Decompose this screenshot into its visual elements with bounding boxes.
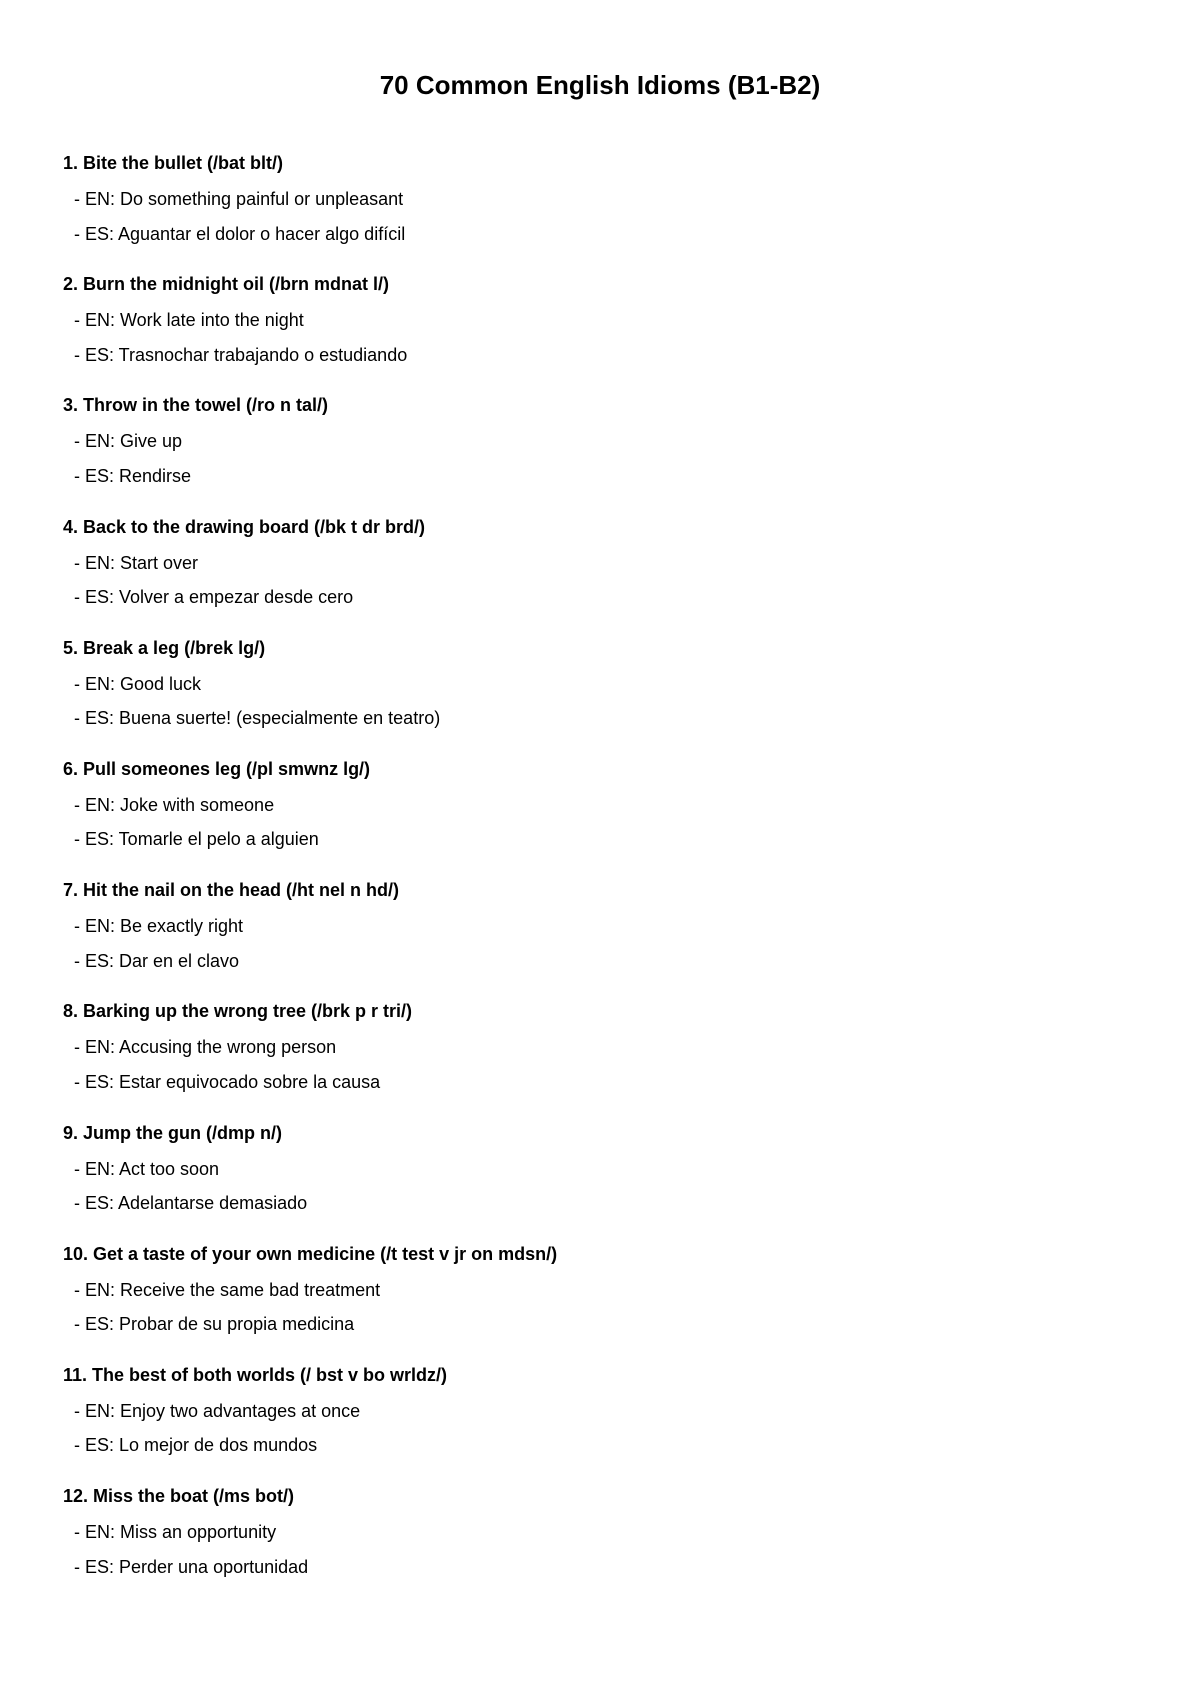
idiom-item (63, 878, 1143, 999)
idiom-item (63, 515, 1143, 636)
english-meaning: - EN: Joke with someone (74, 794, 275, 815)
idiom-item (63, 1121, 1143, 1242)
spanish-meaning: - ES: Volver a empezar desde cero (74, 587, 354, 608)
english-meaning: - EN: Enjoy two advantages at once (74, 1400, 361, 1421)
english-meaning: - EN: Act too soon (74, 1158, 220, 1179)
english-meaning: - EN: Give up (74, 431, 183, 452)
spanish-meaning: - ES: Estar equivocado sobre la causa (74, 1071, 381, 1092)
idiom-item (63, 999, 1143, 1120)
idiom-heading: 11. The best of both worlds (/ bst v bo wrldz/) (63, 1364, 448, 1385)
spanish-meaning: - ES: Dar en el clavo (74, 950, 240, 971)
idiom-heading: 6. Pull someones leg (/pl smwnz lg/) (63, 758, 371, 779)
spanish-meaning: - ES: Buena suerte! (especialmente en teatro) (74, 708, 441, 729)
english-meaning: - EN: Work late into the night (74, 310, 304, 331)
idiom-item (63, 1242, 1143, 1363)
document-title: 70 Common English Idioms (B1-B2) (379, 70, 821, 100)
spanish-meaning: - ES: Probar de su propia medicina (74, 1314, 355, 1335)
english-meaning: - EN: Accusing the wrong person (74, 1037, 337, 1058)
spanish-meaning: - ES: Perder una oportunidad (74, 1556, 309, 1577)
idiom-heading: 2. Burn the midnight oil (/brn mdnat l/) (63, 274, 389, 295)
idiom-heading: 3. Throw in the towel (/ro n tal/) (63, 395, 328, 416)
idiom-item (63, 272, 1143, 393)
english-meaning: - EN: Be exactly right (74, 916, 244, 937)
english-meaning: - EN: Start over (74, 552, 199, 573)
idiom-item (63, 393, 1143, 514)
idiom-heading: 5. Break a leg (/brek lg/) (63, 637, 266, 658)
spanish-meaning: - ES: Tomarle el pelo a alguien (74, 829, 319, 850)
idiom-item (63, 151, 1143, 272)
english-meaning: - EN: Good luck (74, 673, 202, 694)
idiom-list (63, 151, 1143, 1605)
idiom-item (63, 757, 1143, 878)
spanish-meaning: - ES: Rendirse (74, 465, 192, 486)
idiom-heading: 9. Jump the gun (/dmp n/) (63, 1122, 282, 1143)
spanish-meaning: - ES: Aguantar el dolor o hacer algo difícil (74, 223, 406, 244)
english-meaning: - EN: Receive the same bad treatment (74, 1279, 381, 1300)
idiom-heading: 4. Back to the drawing board (/bk t dr brd/) (63, 516, 426, 537)
idiom-heading: 10. Get a taste of your own medicine (/t test v jr on mdsn/) (63, 1243, 558, 1264)
spanish-meaning: - ES: Trasnochar trabajando o estudiando (74, 344, 408, 365)
idiom-heading: 1. Bite the bullet (/bat blt/) (63, 153, 283, 173)
idiom-item (63, 1484, 1143, 1605)
spanish-meaning: - ES: Lo mejor de dos mundos (74, 1435, 318, 1456)
idiom-heading: 8. Barking up the wrong tree (/brk p r tri/) (63, 1001, 413, 1022)
idiom-item (63, 1363, 1143, 1484)
english-meaning: - EN: Do something painful or unpleasant (74, 189, 404, 209)
spanish-meaning: - ES: Adelantarse demasiado (74, 1193, 308, 1213)
idiom-heading: 7. Hit the nail on the head (/ht nel n hd/) (63, 880, 399, 901)
english-meaning: - EN: Miss an opportunity (74, 1522, 277, 1543)
idiom-heading: 12. Miss the boat (/ms bot/) (63, 1486, 295, 1507)
idiom-item (63, 636, 1143, 757)
